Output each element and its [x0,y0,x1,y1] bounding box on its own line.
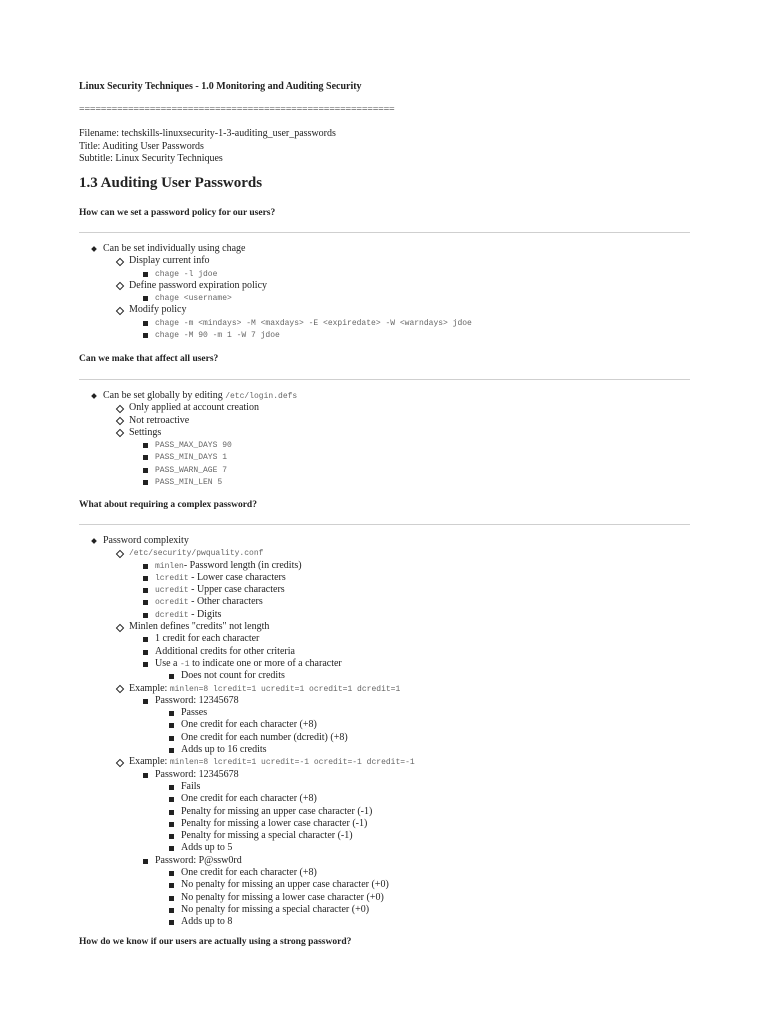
list-item: Passes [181,707,208,719]
meta-title: Title: Auditing User Passwords [79,140,204,152]
question-2: Can we make that affect all users? [79,354,219,364]
list-item: PASS_MAX_DAYS 90 [155,441,232,451]
list-item: One credit for each character (+8) [181,719,317,731]
list-item: One credit for each character (+8) [181,793,317,805]
list-item: Minlen defines "credits" not length [129,621,270,633]
list-item: PASS_WARN_AGE 7 [155,465,228,475]
list-item: No penalty for missing an upper case character (+0) [181,879,389,891]
list-item: Example: minlen=8 lcredit=1 ucredit=1 ocredit=1 dcredit=1 [129,682,401,694]
list-item: No penalty for missing a special character (+0) [181,903,370,915]
list-item: dcredit - Digits [155,608,222,620]
meta-subtitle: Subtitle: Linux Security Techniques [79,153,223,164]
list-item: Adds up to 5 [181,842,233,854]
question-1: How can we set a password policy for our users? [79,208,276,218]
list-item: No penalty for missing a lower case character (+0) [181,891,384,903]
divider-2 [79,379,690,380]
list-item: chage -M 90 -m 1 -W 7 jdoe [155,331,280,341]
list-item: chage -l jdoe [155,269,218,279]
metadata-block [79,128,336,166]
meta-filename: Filename: techskills-linuxsecurity-1-3-auditing_user_passwords [79,128,336,139]
divider-3 [79,524,690,525]
list-item: Not retroactive [129,414,190,426]
question-3: What about requiring a complex password? [79,500,257,510]
list-item: Modify policy [129,304,187,316]
list-item: Can be set individually using chage [103,243,246,254]
list-item: Fails [181,780,201,792]
list-item: ucredit - Upper case characters [155,584,285,596]
list-item: Password complexity [103,535,189,546]
list-item: Does not count for credits [181,670,285,682]
list-item: Define password expiration policy [129,279,268,291]
list-item: Password: 12345678 [155,694,239,706]
list-item: Penalty for missing an upper case character (-1) [181,805,373,817]
list-item: Password: P@ssw0rd [155,854,242,866]
list-item: 1 credit for each character [155,633,260,645]
list-item: PASS_MIN_LEN 5 [155,478,223,488]
list-item: Penalty for missing a special character (-1) [181,830,353,842]
section-heading: 1.3 Auditing User Passwords [79,175,263,191]
answer-list-2 [79,390,690,488]
list-item: ocredit - Other characters [155,596,263,608]
list-item: PASS_MIN_DAYS 1 [155,453,228,463]
list-item: Use a -1 to indicate one or more of a character [155,657,342,669]
list-item: Adds up to 16 credits [181,744,267,756]
list-item: Adds up to 8 [181,916,233,928]
list-item: minlen- Password length (in credits) [155,559,302,571]
list-item: Only applied at account creation [129,402,259,414]
separator-line: ========================================================== [79,104,395,115]
answer-list-3 [79,535,690,929]
list-item: One credit for each character (+8) [181,867,317,879]
list-item: /etc/security/pwquality.conf [129,549,264,559]
list-item: One credit for each number (dcredit) (+8) [181,731,348,743]
list-item: Can be set globally by editing /etc/login.defs [103,390,298,401]
list-item: Penalty for missing a lower case character (-1) [181,817,368,829]
question-4: How do we know if our users are actually using a strong password? [79,937,352,947]
list-item: Password: 12345678 [155,768,239,780]
list-item: Settings [129,426,162,438]
divider-1 [79,232,690,233]
list-item: Example: minlen=8 lcredit=1 ucredit=-1 ocredit=-1 dcredit=-1 [129,756,415,768]
answer-list-1 [79,243,690,341]
list-item: chage -m <mindays> -M <maxdays> -E <expiredate> -W <warndays> jdoe [155,318,472,328]
list-item: chage <username> [155,294,232,304]
list-item: Display current info [129,255,210,267]
list-item: lcredit - Lower case characters [155,571,286,583]
list-item: Additional credits for other criteria [155,645,295,657]
document-title: Linux Security Techniques - 1.0 Monitoring and Auditing Security [79,81,362,92]
